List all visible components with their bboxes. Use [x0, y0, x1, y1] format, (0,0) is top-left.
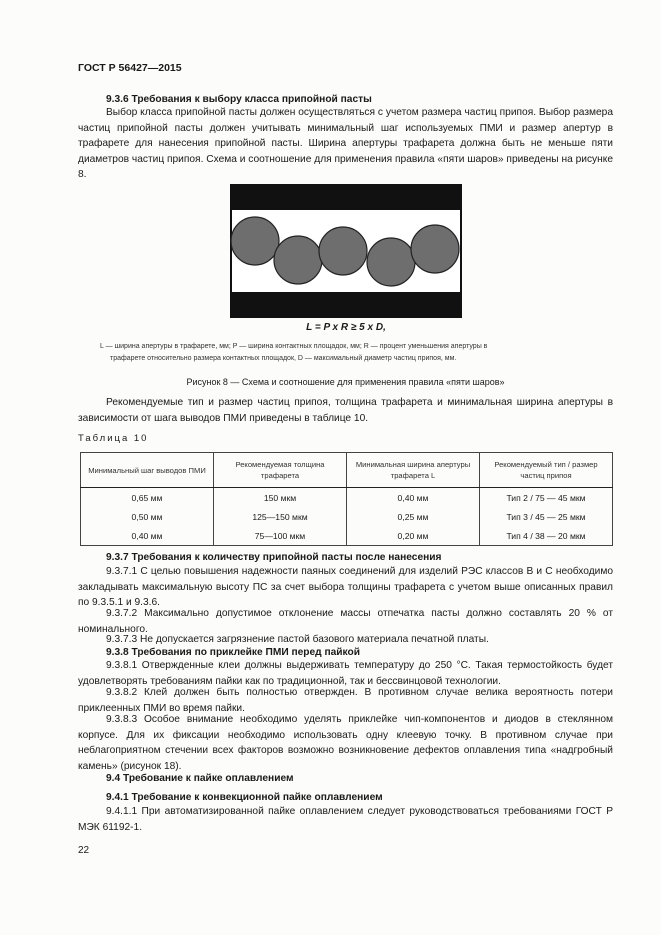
table-cell: Тип 3 / 45 — 25 мкм — [480, 507, 613, 526]
five-balls-figure — [230, 184, 462, 318]
paragraph-9-3-7-2: 9.3.7.2 Максимально допустимое отклонение массы отпечатка пасты должно составлять 20 % от номинального. — [78, 608, 613, 635]
table-cell: Тип 4 / 38 — 20 мкм — [480, 526, 613, 546]
solder-ball-4 — [367, 238, 415, 286]
table-row — [81, 507, 613, 526]
table-header-cell: Рекомендуемый тип / размер частиц припоя — [480, 453, 613, 488]
section-title-9-4: 9.4 Требование к пайке оплавлением — [106, 773, 294, 784]
formula: L = P x R ≥ 5 x D, — [306, 322, 386, 333]
paragraph-9-3-8-2: 9.3.8.2 Клей должен быть полностью отвержден. В противном случае велика вероятность потери приклеенных ПМИ во время пайки. — [78, 687, 613, 714]
section-title-9-4-1: 9.4.1 Требование к конвекционной пайке оплавлением — [106, 792, 383, 803]
table-cell: 0,20 мм — [347, 526, 480, 546]
table-cell: Тип 2 / 75 — 45 мкм — [480, 488, 613, 508]
paragraph-9-3-6: Выбор класса припойной пасты должен осуществляться с учетом размера частиц припоя. Выбор размера частиц припойной пасты должен учитывать минимальный шаг используемых ПМИ и размер апертур в трафарете для нанесения припойной пасты. Ширина апертуры трафарета должна быть не меньше пяти диаметров частиц припоя. Схема и соотношение для применения правила «пяти шаров» приведены на рисунке 8. — [78, 107, 613, 180]
page-number: 22 — [78, 845, 90, 856]
table-cell: 0,40 мм — [347, 488, 480, 508]
table-header-cell: Рекомендуемая толщина трафарета — [214, 453, 347, 488]
paragraph-9-3-7-1: 9.3.7.1 С целью повышения надежности паяных соединений для изделий РЭС классов В и С необходимо закладывать максимальную высоту ПС за счет выбора толщины трафарета с учетом выше описанных правил по 9.3.5.1 и 9.3.6. — [78, 566, 613, 608]
paragraph-9-3-8-3: 9.3.8.3 Особое внимание необходимо уделять приклейке чип-компонентов и диодов в стеклянном корпусе. Для их фиксации необходимо использовать одну клеевую точку. В противном случае при неблагоприятном стечении всех факторов возможно возникновение дефектов оплавления типа «надгробный камень» (рисунок 18). — [78, 714, 613, 772]
table-cell: 0,65 мм — [81, 488, 214, 508]
document-code: ГОСТ Р 56427—2015 — [78, 62, 182, 74]
table-header-cell: Минимальная ширина апертуры трафарета L — [347, 453, 480, 488]
solder-ball-5 — [411, 225, 459, 273]
figure-caption: Рисунок 8 — Схема и соотношение для применения правила «пяти шаров» — [186, 377, 505, 387]
table-header-cell: Минимальный шаг выводов ПМИ — [81, 453, 214, 488]
paragraph-9-4-1-1: 9.4.1.1 При автоматизированной пайке оплавлением следует руководствоваться требованиями ГОСТ Р МЭК 61192-1. — [78, 806, 613, 833]
table-label: Таблица 10 — [78, 433, 149, 444]
solder-ball-3 — [319, 227, 367, 275]
figure-legend-line-2: трафарете относительно размера контактных площадок, D — максимальный диаметр частиц припоя, мм. — [110, 355, 457, 362]
paragraph-9-3-8-1: 9.3.8.1 Отвержденные клеи должны выдерживать температуру до 250 °С. Такая термостойкость будет удовлетворять требованиям пайки как по традиционной, так и бессвинцовой технологии. — [78, 660, 613, 687]
table-row — [81, 488, 613, 508]
table-cell: 0,25 мм — [347, 507, 480, 526]
section-title-9-3-6: 9.3.6 Требования к выбору класса припойной пасты — [106, 94, 372, 105]
paragraph-9-3-7-3: 9.3.7.3 Не допускается загрязнение пастой базового материала печатной платы. — [106, 634, 489, 645]
table-cell: 125—150 мкм — [214, 507, 347, 526]
table-header-row — [81, 453, 613, 488]
table-cell: 75—100 мкм — [214, 526, 347, 546]
table-cell: 0,40 мм — [81, 526, 214, 546]
section-title-9-3-8: 9.3.8 Требования по приклейке ПМИ перед пайкой — [106, 647, 361, 658]
table-cell: 150 мкм — [214, 488, 347, 508]
table-intro: Рекомендуемые тип и размер частиц припоя, толщина трафарета и минимальная ширина апертуры в зависимости от шага выводов ПМИ приведены в таблице 10. — [78, 397, 613, 424]
solder-ball-1 — [231, 217, 279, 265]
table-row — [81, 526, 613, 546]
section-title-9-3-7: 9.3.7 Требования к количеству припойной пасты после нанесения — [106, 552, 442, 563]
solder-ball-2 — [274, 236, 322, 284]
table-cell: 0,50 мм — [81, 507, 214, 526]
stencil-bottom — [232, 292, 460, 316]
table-10 — [80, 452, 613, 546]
figure-legend-line-1: L — ширина апертуры в трафарете, мм; P — ширина контактных площадок, мм; R — процент уменьшения апертуры в — [100, 343, 488, 350]
stencil-top — [232, 186, 460, 210]
